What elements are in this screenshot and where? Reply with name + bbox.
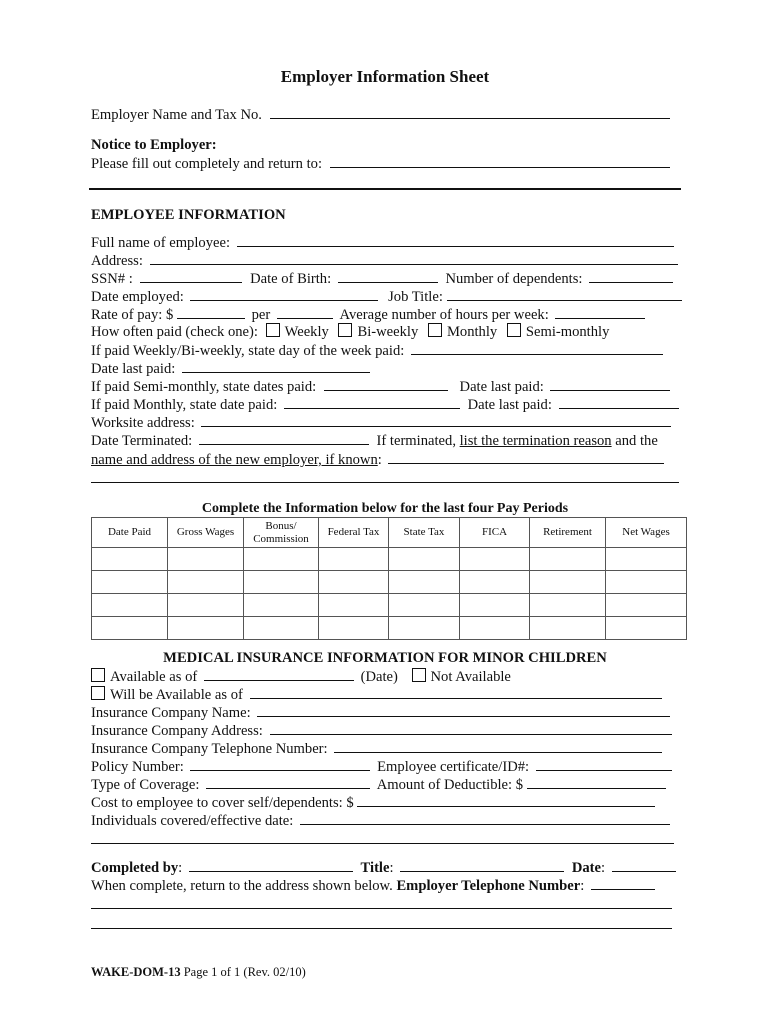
individuals-covered-label: Individuals covered/effective date: (91, 813, 294, 829)
date-terminated-label: Date Terminated: (91, 433, 193, 449)
company-phone-field[interactable] (334, 739, 662, 753)
policy-number-row (91, 757, 672, 775)
column-header: Date Paid (92, 518, 168, 548)
date-employed-label: Date employed: (91, 289, 184, 305)
employer-phone-colon: : (580, 878, 585, 894)
monthly-label: Monthly (446, 324, 498, 340)
weekly-day-row (91, 341, 663, 359)
return-instructions-row (91, 876, 655, 894)
semimonthly-checkbox[interactable] (507, 323, 521, 337)
termination-reason-label: list the termination reason (459, 433, 612, 449)
date-paren-label: (Date) (360, 669, 398, 685)
address-field[interactable] (150, 251, 678, 265)
worksite-row (91, 413, 671, 431)
table-cell[interactable] (460, 617, 530, 640)
pay-frequency-label: How often paid (check one): (91, 324, 258, 340)
column-header: Gross Wages (168, 518, 244, 548)
table-cell[interactable] (319, 594, 389, 617)
monthly-date-field[interactable] (284, 395, 460, 409)
new-employer-colon: : (377, 452, 382, 468)
cost-to-employee-label: Cost to employee to cover self/dependents: $ (91, 795, 354, 811)
table-cell[interactable] (244, 548, 319, 571)
avg-hours-label: Average number of hours per week: (339, 307, 549, 323)
deductible-field[interactable] (527, 775, 666, 789)
dob-field[interactable] (338, 269, 438, 283)
date-last-paid-row (91, 359, 370, 377)
table-cell[interactable] (606, 594, 687, 617)
employer-name-field[interactable] (270, 105, 670, 119)
employer-phone-field[interactable] (591, 876, 655, 890)
table-cell[interactable] (92, 571, 168, 594)
notice-heading: Notice to Employer: (91, 137, 217, 153)
table-cell[interactable] (530, 594, 606, 617)
monthly-checkbox[interactable] (428, 323, 442, 337)
table-cell[interactable] (244, 617, 319, 640)
rate-of-pay-field[interactable] (177, 305, 245, 319)
dob-label: Date of Birth: (250, 271, 332, 287)
table-cell[interactable] (606, 548, 687, 571)
semi-monthly-dates-field[interactable] (324, 377, 448, 391)
table-cell[interactable] (606, 571, 687, 594)
available-date-field[interactable] (204, 667, 354, 681)
weekly-day-label: If paid Weekly/Bi-weekly, state day of the week paid: (91, 343, 405, 359)
company-name-label: Insurance Company Name: (91, 705, 251, 721)
table-cell[interactable] (319, 617, 389, 640)
return-address-line-1[interactable] (91, 908, 672, 909)
completed-by-colon: : (178, 860, 183, 876)
pay-period-field[interactable] (277, 305, 333, 319)
if-terminated-label: If terminated, (376, 433, 456, 449)
policy-number-label: Policy Number: (91, 759, 184, 775)
semi-monthly-row (91, 377, 670, 395)
individuals-covered-row (91, 811, 670, 829)
table-cell[interactable] (530, 617, 606, 640)
table-cell[interactable] (530, 571, 606, 594)
table-cell[interactable] (168, 571, 244, 594)
deductible-label: Amount of Deductible: $ (376, 777, 524, 793)
biweekly-checkbox[interactable] (338, 323, 352, 337)
dependents-label: Number of dependents: (445, 271, 583, 287)
company-address-field[interactable] (270, 721, 672, 735)
date-terminated-row (91, 431, 658, 449)
full-name-field[interactable] (237, 233, 674, 247)
page-info: Page 1 of 1 (Rev. 02/10) (183, 965, 306, 979)
worksite-label: Worksite address: (91, 415, 195, 431)
table-cell[interactable] (319, 548, 389, 571)
company-phone-label: Insurance Company Telephone Number: (91, 741, 328, 757)
table-cell[interactable] (389, 617, 460, 640)
table-cell[interactable] (92, 594, 168, 617)
per-label: per (251, 307, 271, 323)
page-title: Employer Information Sheet (280, 67, 490, 86)
date-colon: : (601, 860, 606, 876)
table-cell[interactable] (530, 548, 606, 571)
date-last-paid-label: Date last paid: (91, 361, 176, 377)
weekly-label: Weekly (284, 324, 329, 340)
will-be-available-field[interactable] (250, 685, 662, 699)
worksite-field[interactable] (201, 413, 671, 427)
address-row (91, 251, 678, 269)
will-be-available-row (91, 685, 662, 703)
date-terminated-field[interactable] (199, 431, 369, 445)
full-name-label: Full name of employee: (91, 235, 231, 251)
column-header: Bonus/ Commission (244, 518, 319, 548)
weekly-checkbox[interactable] (266, 323, 280, 337)
table-row (92, 571, 687, 594)
completion-title-field[interactable] (400, 858, 564, 872)
table-cell[interactable] (168, 548, 244, 571)
available-as-of-row (91, 667, 511, 685)
available-checkbox[interactable] (91, 668, 105, 682)
completion-date-field[interactable] (612, 858, 676, 872)
completion-date-label: Date (571, 860, 602, 876)
rate-of-pay-label: Rate of pay: $ (91, 307, 174, 323)
and-the-label: and the (615, 433, 658, 449)
new-employer-row (91, 450, 664, 468)
table-cell[interactable] (389, 594, 460, 617)
column-header: FICA (460, 518, 530, 548)
table-cell[interactable] (244, 594, 319, 617)
not-available-checkbox[interactable] (412, 668, 426, 682)
section-divider (89, 188, 681, 190)
monthly-last-paid-label: Date last paid: (467, 397, 552, 413)
medical-insurance-heading: MEDICAL INSURANCE INFORMATION FOR MINOR CHILDREN (163, 650, 607, 666)
table-cell[interactable] (319, 571, 389, 594)
weekly-day-field[interactable] (411, 341, 663, 355)
monthly-last-paid-field[interactable] (559, 395, 679, 409)
table-cell[interactable] (460, 571, 530, 594)
employer-name-row (91, 105, 670, 123)
completion-title-label: Title (360, 860, 390, 876)
table-cell[interactable] (606, 617, 687, 640)
policy-number-field[interactable] (190, 757, 370, 771)
new-employer-extra-line[interactable] (91, 482, 679, 483)
available-as-of-label: Available as of (110, 669, 198, 685)
return-to-row (91, 154, 670, 172)
employee-cert-field[interactable] (536, 757, 672, 771)
rate-of-pay-row (91, 305, 645, 323)
table-header-row (92, 518, 687, 548)
monthly-row (91, 395, 679, 413)
pay-periods-heading: Complete the Information below for the last four Pay Periods (201, 501, 569, 516)
employee-info-heading: EMPLOYEE INFORMATION (91, 207, 286, 223)
ssn-row (91, 269, 673, 287)
completed-by-label: Completed by (91, 860, 179, 876)
return-instructions-text: When complete, return to the address shown below. (91, 878, 393, 894)
ssn-field[interactable] (140, 269, 242, 283)
avg-hours-field[interactable] (555, 305, 645, 319)
job-title-field[interactable] (447, 287, 682, 301)
form-id: WAKE-DOM-13 (91, 965, 181, 979)
table-cell[interactable] (92, 548, 168, 571)
employee-cert-label: Employee certificate/ID#: (377, 759, 530, 775)
table-cell[interactable] (389, 571, 460, 594)
completed-by-row (91, 858, 676, 876)
biweekly-label: Bi-weekly (357, 324, 419, 340)
cost-to-employee-row (91, 793, 655, 811)
column-header: Retirement (530, 518, 606, 548)
table-cell[interactable] (168, 617, 244, 640)
table-cell[interactable] (244, 571, 319, 594)
date-last-paid-field[interactable] (182, 359, 370, 373)
will-be-available-label: Will be Available as of (110, 687, 243, 703)
semi-monthly-last-paid-label: Date last paid: (459, 379, 544, 395)
cost-to-employee-field[interactable] (357, 793, 655, 807)
title-colon: : (389, 860, 394, 876)
semi-monthly-last-paid-field[interactable] (550, 377, 670, 391)
company-name-row (91, 703, 670, 721)
full-name-row (91, 233, 674, 251)
column-header: State Tax (389, 518, 460, 548)
return-to-label: Please fill out completely and return to: (91, 156, 323, 172)
company-address-row (91, 721, 672, 739)
employer-phone-label: Employer Telephone Number (396, 878, 581, 894)
pay-frequency-row (91, 323, 609, 341)
job-title-label: Job Title: (388, 289, 443, 305)
completed-by-field[interactable] (189, 858, 353, 872)
date-employed-field[interactable] (190, 287, 378, 301)
semi-monthly-label: If paid Semi-monthly, state dates paid: (91, 379, 317, 395)
monthly-paid-label: If paid Monthly, state date paid: (91, 397, 278, 413)
table-row (92, 617, 687, 640)
table-cell[interactable] (460, 594, 530, 617)
column-header: Net Wages (606, 518, 687, 548)
dependents-field[interactable] (589, 269, 673, 283)
table-row (92, 594, 687, 617)
ssn-label: SSN# : (91, 271, 133, 287)
company-address-label: Insurance Company Address: (91, 723, 263, 739)
address-label: Address: (91, 253, 143, 269)
company-phone-row (91, 739, 662, 757)
date-employed-row (91, 287, 682, 305)
column-header: Federal Tax (319, 518, 389, 548)
table-cell[interactable] (460, 548, 530, 571)
new-employer-label: name and address of the new employer, if known (91, 452, 378, 468)
will-be-available-checkbox[interactable] (91, 686, 105, 700)
form-footer (91, 963, 306, 981)
not-available-label: Not Available (430, 669, 511, 685)
table-cell[interactable] (389, 548, 460, 571)
pay-periods-table (91, 517, 687, 640)
table-row (92, 548, 687, 571)
company-name-field[interactable] (257, 703, 670, 717)
return-to-field[interactable] (330, 154, 670, 168)
individuals-covered-field[interactable] (300, 811, 670, 825)
coverage-type-label: Type of Coverage: (91, 777, 200, 793)
individuals-extra-line[interactable] (91, 843, 674, 844)
new-employer-field[interactable] (388, 450, 664, 464)
employer-name-label: Employer Name and Tax No. (91, 107, 262, 123)
return-address-line-2[interactable] (91, 928, 672, 929)
semimonthly-label: Semi-monthly (525, 324, 610, 340)
coverage-type-field[interactable] (206, 775, 370, 789)
table-cell[interactable] (168, 594, 244, 617)
coverage-type-row (91, 775, 666, 793)
table-cell[interactable] (92, 617, 168, 640)
